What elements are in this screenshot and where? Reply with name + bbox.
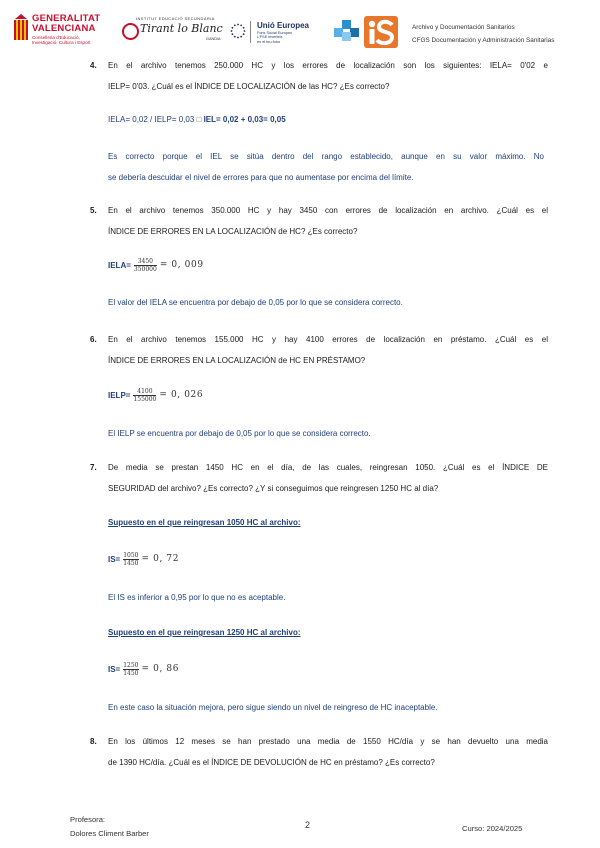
q4-answer: Es correcto porque el IEL se sitúa dentro del rango establecido, aunque en su valor máximo. No <box>108 152 544 161</box>
question-number: 6. <box>90 335 97 344</box>
header-course-info: Archivo y Documentación Sanitarios CFGS Documentación y Administración Sanitarias <box>412 24 555 44</box>
eu-stars-icon <box>230 23 246 39</box>
q7-case1-formula: IS= $\frac{1050}{1450}$ = 0, 72 <box>108 551 180 567</box>
q5-answer: El valor del IELA se encuentra por debajo de 0,05 por lo que se considera correcto. <box>108 298 403 307</box>
q7-case2-formula: IS= $\frac{1250}{1450}$ = 0, 86 <box>108 661 180 677</box>
tlb-city: GANDIA <box>206 37 221 41</box>
footer-teacher: Profesora: Dolores Climent Barber <box>70 815 149 838</box>
question-number: 5. <box>90 206 97 215</box>
fse-cross-icon <box>333 19 361 45</box>
question-text: de 1390 HC/día. ¿Cuál es el ÍNDICE DE DEVOLUCIÓN de HC en préstamo? ¿Es correcto? <box>108 758 435 767</box>
generalitat-valenciana-logo <box>12 14 116 48</box>
page-number: 2 <box>305 820 311 830</box>
question-text: ÍNDICE DE ERRORES EN LA LOCALIZACIÓN de HC EN PRÉSTAMO? <box>108 356 366 365</box>
union-europea-logo <box>230 19 326 47</box>
tlb-name: Tirant lo Blanc <box>140 22 223 35</box>
q4-formula: IELA= 0,02 / IELP= 0,03 □ IEL= 0,02 + 0,03= 0,05 <box>108 115 286 124</box>
page-header <box>0 0 600 52</box>
tirant-lo-blanc-logo <box>122 16 223 46</box>
q5-formula: IELA= $\frac{3450}{350000}$ = 0, 009 <box>108 257 204 273</box>
eu-subtitle: Fons Social Europeu L'FSE inverteix en el teu futur <box>257 31 293 44</box>
question-text: ÍNDICE DE ERRORES EN LA LOCALIZACIÓN de HC? ¿Es correcto? <box>108 227 358 236</box>
question-text: IELP= 0'03. ¿Cuál es el ÍNDICE DE LOCALIZACIÓN de las HC? ¿Es correcto? <box>108 82 390 91</box>
question-text: En el archivo tenemos 155.000 HC y hay 4100 errores de localización en préstamo. ¿Cuál es el <box>108 335 548 344</box>
gv-title: GENERALITAT VALENCIANA <box>32 13 101 34</box>
question-text: En el archivo tenemos 350.000 HC y hay 3450 con errores de localización en archivo. ¿Cuál es el <box>108 206 548 215</box>
tlb-institute-label: INSTITUT EDUCACIÓ SECUNDÀRIA <box>136 16 215 21</box>
q7-case1-answer: El IS es inferior a 0,95 por lo que no es aceptable. <box>108 593 286 602</box>
q4-answer: se debería descuidar el nivel de errores para que no aumentase por encima del límite. <box>108 173 414 182</box>
question-number: 4. <box>90 61 97 70</box>
gv-subtitle: Conselleria d'Educació, Investigació, Cultura i Esport <box>32 35 91 45</box>
is-logo-icon <box>364 16 398 48</box>
question-text: De media se prestan 1450 HC en el día, de las cuales, reingresan 1050. ¿Cuál es el ÍNDICE DE <box>108 463 548 472</box>
q6-answer: El IELP se encuentra por debajo de 0,05 por lo que se considera correcto. <box>108 429 371 438</box>
question-text: En el archivo tenemos 250.000 HC y los errores de localización son los siguientes: IELA= 0'02 e <box>108 61 548 70</box>
eu-title: Unió Europea <box>257 21 310 30</box>
q6-formula: IELP= $\frac{4100}{155000}$ = 0, 026 <box>108 387 204 403</box>
question-text: En los últimos 12 meses se han prestado una media de 1550 HC/día y se han devuelto una media <box>108 737 548 746</box>
q7-case2-title: Supuesto en el que reingresan 1250 HC al archivo: <box>108 628 301 637</box>
tlb-emblem-icon <box>122 23 139 40</box>
q7-case1-title: Supuesto en el que reingresan 1050 HC al archivo: <box>108 518 301 527</box>
eu-divider <box>250 21 251 43</box>
question-text: SEGURIDAD del archivo? ¿Es correcto? ¿Y si conseguimos que reingresen 1250 HC al día? <box>108 484 439 493</box>
generalitat-shield-icon <box>12 14 30 42</box>
question-number: 7. <box>90 463 97 472</box>
footer-course: Curso: 2024/2025 <box>462 824 523 833</box>
q7-case2-answer: En este caso la situación mejora, pero sigue siendo un nivel de reingreso de HC inaceptable. <box>108 703 438 712</box>
question-number: 8. <box>90 737 97 746</box>
